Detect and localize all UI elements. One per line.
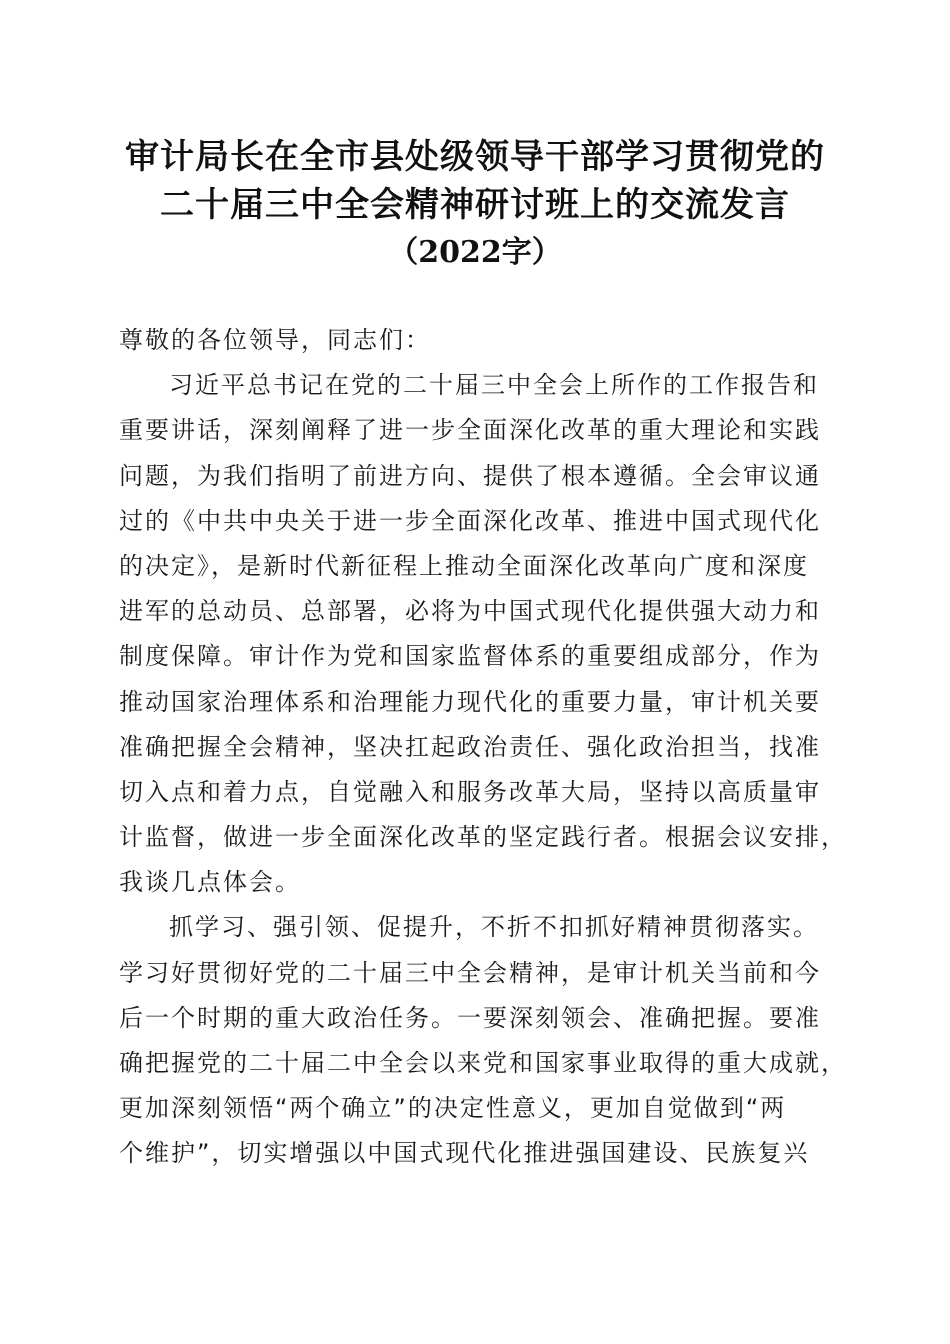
paragraph-line: 进军的总动员、总部署，必将为中国式现代化提供强大动力和 bbox=[119, 597, 821, 626]
paragraph-line: 我谈几点体会。 bbox=[119, 868, 301, 897]
paragraph-1 bbox=[119, 363, 847, 905]
paragraph-2 bbox=[119, 905, 847, 1176]
paragraph-line: 计监督，做进一步全面深化改革的坚定践行者。根据会议安排， bbox=[119, 823, 847, 852]
document-body bbox=[119, 318, 847, 1177]
paragraph-line: 推动国家治理体系和治理能力现代化的重要力量，审计机关要 bbox=[119, 687, 821, 716]
paragraph-line: 的决定》，是新时代新征程上推动全面深化改革向广度和深度 bbox=[119, 551, 809, 580]
paragraph-line: 抓学习、强引领、促提升，不折不扣抓好精神贯彻落实。 bbox=[169, 913, 819, 942]
title-line-1: 审计局长在全市县处级领导干部学习贯彻党的 bbox=[125, 137, 825, 177]
title-line-2: 二十届三中全会精神研讨班上的交流发言 bbox=[160, 185, 790, 225]
paragraph-line: 习近平总书记在党的二十届三中全会上所作的工作报告和 bbox=[169, 371, 819, 400]
paragraph-line: 个维护”，切实增强以中国式现代化推进强国建设、民族复兴 bbox=[119, 1139, 810, 1168]
paragraph-line: 后一个时期的重大政治任务。一要深刻领会、准确把握。要准 bbox=[119, 1003, 821, 1032]
paragraph-line: 更加深刻领悟“两个确立”的决定性意义，更加自觉做到“两 bbox=[119, 1094, 787, 1123]
title-word-count: （2022字） bbox=[388, 235, 562, 270]
paragraph-line: 确把握党的二十届二中全会以来党和国家事业取得的重大成就， bbox=[119, 1049, 847, 1077]
paragraph-line: 学习好贯彻好党的二十届三中全会精神，是审计机关当前和今 bbox=[119, 958, 821, 987]
paragraph-line: 问题，为我们指明了前进方向、提供了根本遵循。全会审议通 bbox=[119, 461, 821, 490]
paragraph-line: 准确把握全会精神，坚决扛起政治责任、强化政治担当，找准 bbox=[119, 732, 821, 761]
document-title bbox=[80, 133, 870, 277]
paragraph-line: 制度保障。审计作为党和国家监督体系的重要组成部分，作为 bbox=[119, 642, 821, 671]
paragraph-line: 切入点和着力点，自觉融入和服务改革大局，坚持以高质量审 bbox=[119, 777, 821, 806]
paragraph-line: 过的《中共中央关于进一步全面深化改革、推进中国式现代化 bbox=[119, 506, 821, 535]
salutation: 尊敬的各位领导，同志们： bbox=[119, 326, 431, 354]
paragraph-line: 重要讲话，深刻阐释了进一步全面深化改革的重大理论和实践 bbox=[119, 416, 821, 445]
